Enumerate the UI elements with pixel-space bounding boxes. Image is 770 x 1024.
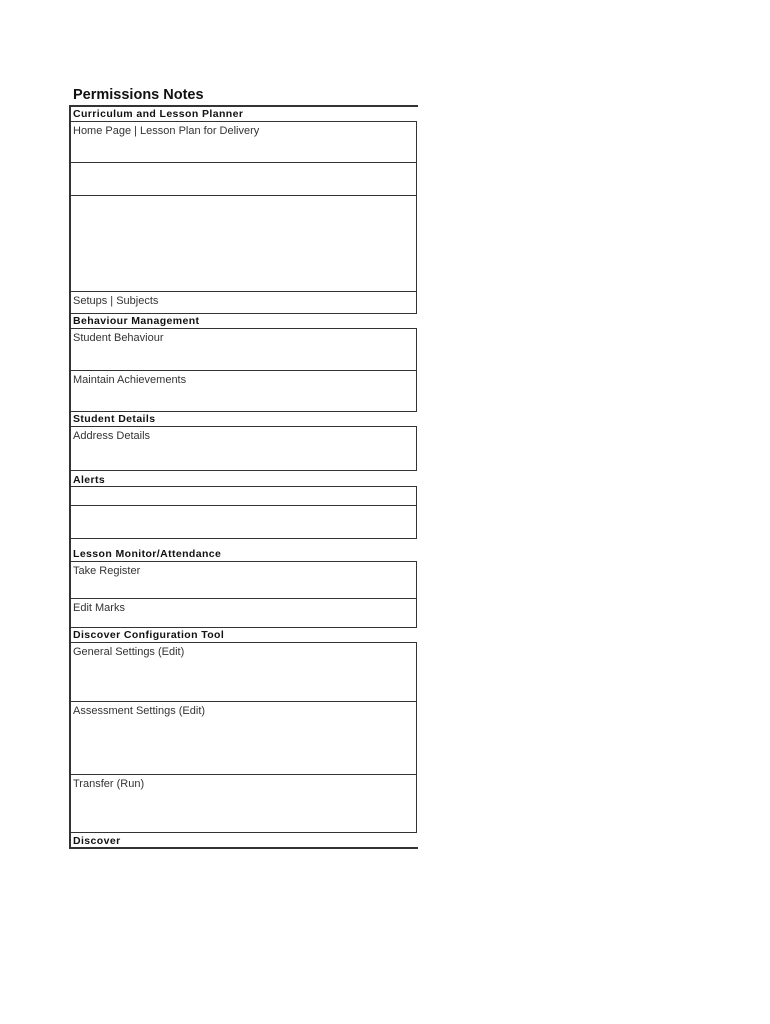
table-row [70, 121, 417, 163]
section-header: Student Details [73, 413, 156, 425]
section-header: Lesson Monitor/Attendance [73, 548, 222, 560]
table-row [70, 561, 417, 599]
section-header: Behaviour Management [73, 315, 200, 327]
row-label: Assessment Settings (Edit) [73, 705, 206, 717]
table-row [70, 598, 417, 628]
page-title: Permissions Notes [73, 87, 204, 103]
table-row [70, 701, 417, 775]
table-row [70, 505, 417, 539]
row-label: Address Details [73, 430, 151, 442]
row-label: Setups | Subjects [73, 295, 159, 307]
table-row [70, 774, 417, 833]
table-row [70, 642, 417, 702]
divider [69, 105, 418, 107]
table-row [70, 162, 417, 196]
row-label: Edit Marks [73, 602, 125, 614]
table-row [70, 486, 417, 506]
table-row [70, 328, 417, 371]
divider [69, 847, 418, 849]
row-label: Take Register [73, 565, 141, 577]
row-label: Home Page | Lesson Plan for Delivery [73, 125, 260, 137]
table-row [70, 195, 417, 292]
table-row [70, 370, 417, 412]
table-row [70, 426, 417, 471]
section-header: Alerts [73, 474, 106, 486]
section-header: Discover Configuration Tool [73, 629, 225, 641]
section-header: Curriculum and Lesson Planner [73, 108, 244, 120]
row-label: Student Behaviour [73, 332, 164, 344]
row-label: Transfer (Run) [73, 778, 145, 790]
row-label: General Settings (Edit) [73, 646, 185, 658]
table-row [70, 291, 417, 314]
row-label: Maintain Achievements [73, 374, 187, 386]
section-header: Discover [73, 835, 121, 847]
